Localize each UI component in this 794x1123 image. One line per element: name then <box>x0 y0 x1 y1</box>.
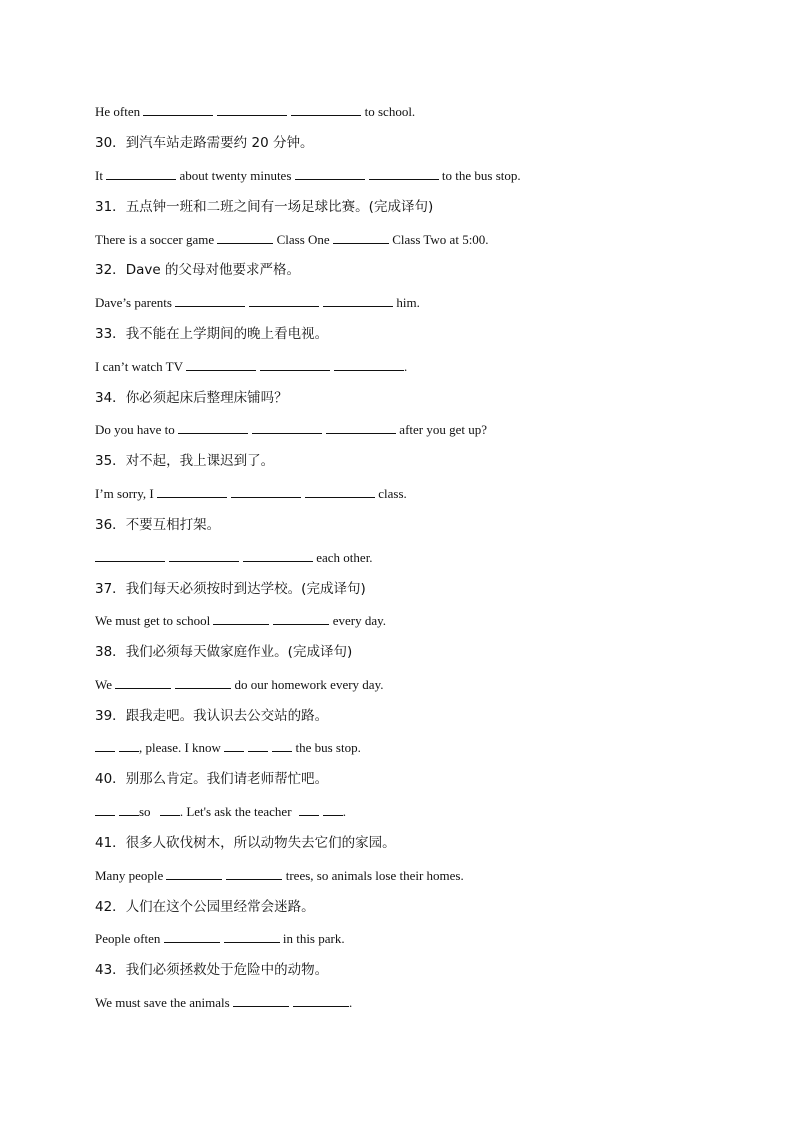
blank[interactable] <box>106 166 176 180</box>
blank[interactable] <box>293 993 349 1007</box>
blank[interactable] <box>178 420 248 434</box>
answer-line-40: so . Let's ask the teacher . <box>95 802 734 821</box>
blank[interactable] <box>243 548 313 562</box>
answer-line-33: I can’t watch TV . <box>95 359 408 374</box>
blank[interactable] <box>272 738 292 752</box>
question-31: 31．五点钟一班和二班之间有一场足球比赛。(完成译句) <box>95 199 434 215</box>
blank[interactable] <box>224 738 244 752</box>
question-41: 41．很多人砍伐树木，所以动物失去它们的家园。 <box>95 835 396 851</box>
blank[interactable] <box>249 293 319 307</box>
blank[interactable] <box>231 484 301 498</box>
blank[interactable] <box>217 230 273 244</box>
answer-line-37: We must get to school every day. <box>95 613 387 628</box>
question-37: 37．我们每天必须按时到达学校。(完成译句) <box>95 581 366 597</box>
blank[interactable] <box>295 166 365 180</box>
blank[interactable] <box>248 738 268 752</box>
blank[interactable] <box>175 293 245 307</box>
blank[interactable] <box>186 357 256 371</box>
blank[interactable] <box>333 230 389 244</box>
answer-line-31: There is a soccer game Class One Class Two at 5:00. <box>95 232 489 247</box>
blank[interactable] <box>273 611 329 625</box>
blank[interactable] <box>305 484 375 498</box>
blank[interactable] <box>164 929 220 943</box>
blank[interactable] <box>166 866 222 880</box>
blank[interactable] <box>119 802 139 816</box>
question-34: 34．你必须起床后整理床铺吗？ <box>95 390 288 406</box>
blank[interactable] <box>160 802 180 816</box>
answer-line-41: Many people trees, so animals lose their homes. <box>95 868 464 883</box>
blank[interactable] <box>213 611 269 625</box>
blank[interactable] <box>95 802 115 816</box>
answer-line-30: It about twenty minutes to the bus stop. <box>95 168 521 183</box>
answer-line-32: Dave’s parents him. <box>95 295 420 310</box>
answer-line-43: We must save the animals . <box>95 995 353 1010</box>
blank[interactable] <box>233 993 289 1007</box>
blank[interactable] <box>95 738 115 752</box>
answer-line-36: each other. <box>95 548 734 567</box>
blank[interactable] <box>224 929 280 943</box>
blank[interactable] <box>323 293 393 307</box>
answer-line-29: He often to school. <box>95 104 416 119</box>
question-33: 33．我不能在上学期间的晚上看电视。 <box>95 326 329 342</box>
blank[interactable] <box>226 866 282 880</box>
blank[interactable] <box>217 102 287 116</box>
blank[interactable] <box>323 802 343 816</box>
question-39: 39．跟我走吧。我认识去公交站的路。 <box>95 708 329 724</box>
blank[interactable] <box>369 166 439 180</box>
blank[interactable] <box>334 357 404 371</box>
blank[interactable] <box>299 802 319 816</box>
blank[interactable] <box>260 357 330 371</box>
answer-line-42: People often in this park. <box>95 931 345 946</box>
blank[interactable] <box>169 548 239 562</box>
blank[interactable] <box>143 102 213 116</box>
question-38: 38．我们必须每天做家庭作业。(完成译句) <box>95 644 353 660</box>
blank[interactable] <box>95 548 165 562</box>
blank[interactable] <box>175 675 231 689</box>
blank[interactable] <box>326 420 396 434</box>
question-42: 42．人们在这个公园里经常会迷路。 <box>95 899 315 915</box>
question-35: 35．对不起，我上课迟到了。 <box>95 453 275 469</box>
answer-line-39: , please. I know the bus stop. <box>95 738 734 757</box>
question-30: 30．到汽车站走路需要约 20 分钟。 <box>95 135 314 151</box>
question-32: 32．Dave 的父母对他要求严格。 <box>95 262 300 278</box>
question-43: 43．我们必须拯救处于危险中的动物。 <box>95 962 329 978</box>
blank[interactable] <box>252 420 322 434</box>
question-40: 40．别那么肯定。我们请老师帮忙吧。 <box>95 771 329 787</box>
blank[interactable] <box>119 738 139 752</box>
answer-line-38: We do our homework every day. <box>95 677 384 692</box>
blank[interactable] <box>157 484 227 498</box>
blank[interactable] <box>291 102 361 116</box>
blank[interactable] <box>115 675 171 689</box>
question-36: 36．不要互相打架。 <box>95 517 221 533</box>
answer-line-34: Do you have to after you get up? <box>95 422 488 437</box>
answer-line-35: I’m sorry, I class. <box>95 486 407 501</box>
